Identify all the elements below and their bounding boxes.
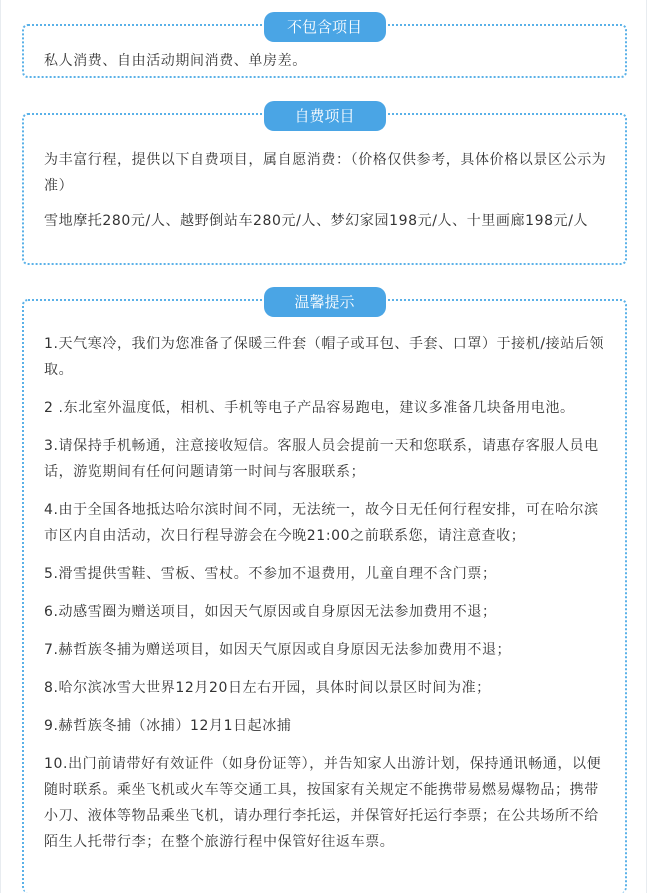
tips-section	[22, 293, 627, 893]
optional-items-content	[44, 147, 607, 234]
tip-item: 1.天气寒冷，我们为您准备了保暖三件套（帽子或耳包、手套、口罩）于接机/接站后领取。	[44, 336, 605, 378]
tip-item: 6.动感雪圈为赠送项目，如因天气原因或自身原因无法参加费用不退；	[44, 604, 497, 620]
tips-content	[44, 331, 607, 867]
tip-item: 7.赫哲族冬捕为赠送项目，如因天气原因或自身原因无法参加费用不退；	[44, 642, 512, 658]
tip-item: 5.滑雪提供雪鞋、雪板、雪杖。不参加不退费用，儿童自理不含门票；	[44, 566, 497, 582]
tip-item: 8.哈尔滨冰雪大世界12月20日左右开园，具体时间以景区时间为准；	[44, 680, 491, 696]
excluded-items-section	[22, 18, 627, 78]
section-title-optional: 自费项目	[264, 101, 386, 131]
tip-item: 10.出门前请带好有效证件（如身份证等），并告知家人出游计划，保持通讯畅通，以便随时联系。乘坐飞机或火车等交通工具，按国家有关规定不能携带易燃易爆物品；携带小刀、液体等物品乘坐飞机，请办理行李托运，并保管好托运行李票；在公共场所不给陌生人托带行李；在整个旅游行程中保管好往返车票。	[44, 756, 602, 850]
optional-intro-text: 为丰富行程，提供以下自费项目，属自愿消费：（价格仅供参考，具体价格以景区公示为准）	[44, 152, 607, 194]
section-title-tips: 温馨提示	[264, 287, 386, 317]
excluded-items-content	[44, 48, 607, 74]
tip-item: 3.请保持手机畅通，注意接收短信。客服人员会提前一天和您联系，请惠存客服人员电话，游览期间有任何问题请第一时间与客服联系；	[44, 438, 599, 480]
optional-items-section	[22, 107, 627, 265]
tip-item: 2 .东北室外温度低，相机、手机等电子产品容易跑电，建议多准备几块备用电池。	[44, 400, 575, 416]
excluded-items-text: 私人消费、自由活动期间消费、单房差。	[44, 53, 307, 69]
tip-item: 9.赫哲族冬捕（冰捕）12月1日起冰捕	[44, 718, 292, 734]
tip-item: 4.由于全国各地抵达哈尔滨时间不同，无法统一，故今日无任何行程安排，可在哈尔滨市区内自由活动，次日行程导游会在今晚21:00之前联系您，请注意查收；	[44, 502, 599, 544]
page-left-rule	[0, 0, 1, 893]
section-title-excluded: 不包含项目	[264, 12, 386, 42]
optional-price-list: 雪地摩托280元/人、越野倒站车280元/人、梦幻家园198元/人、十里画廊198元/人	[44, 213, 589, 229]
